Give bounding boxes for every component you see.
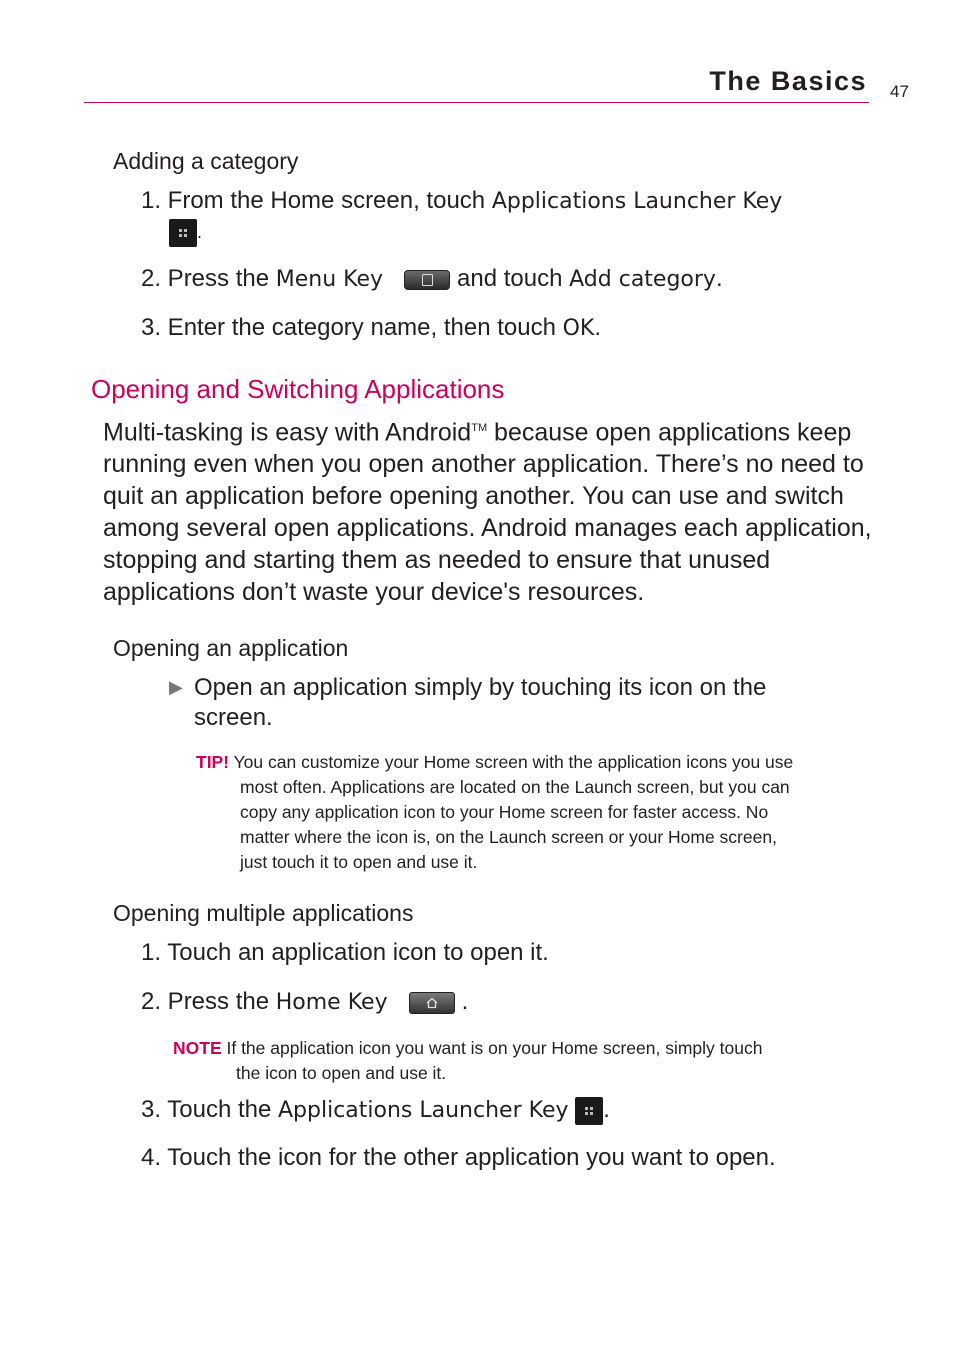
adding-step-1-key: Applications Launcher Key bbox=[491, 189, 783, 214]
multiple-step-4: 4. Touch the icon for the other application you want to open. bbox=[141, 1144, 776, 1171]
adding-step-3-end: . bbox=[594, 314, 602, 341]
opening-switching-paragraph bbox=[103, 412, 873, 608]
paragraph-text-start: Multi-tasking is easy with Android bbox=[103, 418, 472, 447]
opening-app-bullet-line-2: screen. bbox=[194, 704, 273, 731]
bullet-arrow-icon: ▶ bbox=[169, 677, 183, 697]
adding-step-2-text: 2. Press the bbox=[141, 265, 276, 292]
adding-step-3-action: OK bbox=[562, 316, 595, 341]
opening-app-bullet-line-1: Open an application simply by touching its icon on the bbox=[194, 674, 767, 701]
adding-step-1-text: 1. From the Home screen, touch bbox=[141, 187, 492, 214]
note-label: NOTE bbox=[173, 1038, 222, 1058]
multiple-step-3-end: . bbox=[603, 1096, 610, 1123]
note-block bbox=[173, 1036, 762, 1086]
paragraph-text-rest: because open applications keep running even when you open another application. There’s no need to quit an application before opening another. You can use and switch among several open applications. Android manages each application, stopping and starting them as needed to ensure that unused applications don’t waste your device's resources. bbox=[103, 418, 872, 607]
adding-step-1-icon-line bbox=[169, 219, 202, 247]
page-number: 47 bbox=[890, 82, 909, 101]
trademark-mark: TM bbox=[471, 422, 488, 434]
adding-step-3 bbox=[141, 314, 601, 342]
multiple-step-2-key: Home Key bbox=[275, 990, 388, 1015]
adding-step-2-end: . bbox=[715, 265, 723, 292]
multiple-step-3 bbox=[141, 1096, 610, 1125]
adding-step-2-key: Menu Key bbox=[275, 267, 384, 292]
multiple-step-3-key: Applications Launcher Key bbox=[278, 1098, 569, 1123]
multiple-step-3-text: 3. Touch the bbox=[141, 1096, 278, 1123]
section-title-opening-switching: Opening and Switching Applications bbox=[91, 374, 505, 404]
adding-step-2-action: Add category bbox=[569, 267, 716, 292]
home-key-icon bbox=[409, 992, 455, 1014]
header-divider bbox=[84, 102, 869, 103]
multiple-step-2-end: . bbox=[461, 988, 469, 1015]
adding-step-2 bbox=[141, 265, 723, 293]
tip-line-4: matter where the icon is, on the Launch screen or your Home screen, bbox=[240, 827, 777, 847]
menu-key-icon bbox=[404, 270, 450, 290]
adding-step-2-mid: and touch bbox=[457, 265, 570, 292]
tip-label: TIP! bbox=[196, 752, 230, 772]
multiple-step-1: 1. Touch an application icon to open it. bbox=[141, 939, 549, 966]
tip-line-1: You can customize your Home screen with the application icons you use bbox=[233, 752, 794, 772]
adding-step-1-end: . bbox=[197, 221, 203, 242]
adding-step-3-text: 3. Enter the category name, then touch bbox=[141, 314, 563, 341]
section-header-title: The Basics bbox=[709, 66, 867, 96]
adding-step-1 bbox=[141, 187, 782, 215]
applications-launcher-key-icon bbox=[169, 219, 197, 247]
note-line-1: If the application icon you want is on your Home screen, simply touch bbox=[221, 1038, 763, 1058]
adding-category-heading: Adding a category bbox=[113, 148, 299, 174]
tip-line-2: most often. Applications are located on the Launch screen, but you can bbox=[240, 777, 790, 797]
tip-block bbox=[196, 750, 793, 875]
applications-launcher-key-icon bbox=[575, 1097, 603, 1125]
tip-line-3: copy any application icon to your Home screen for faster access. No bbox=[240, 802, 769, 822]
opening-multiple-heading: Opening multiple applications bbox=[113, 900, 414, 926]
multiple-step-2-text: 2. Press the bbox=[141, 988, 276, 1015]
tip-line-5: just touch it to open and use it. bbox=[240, 852, 478, 872]
multiple-step-2 bbox=[141, 988, 468, 1016]
note-line-2: the icon to open and use it. bbox=[236, 1063, 447, 1083]
opening-app-heading: Opening an application bbox=[113, 635, 349, 661]
